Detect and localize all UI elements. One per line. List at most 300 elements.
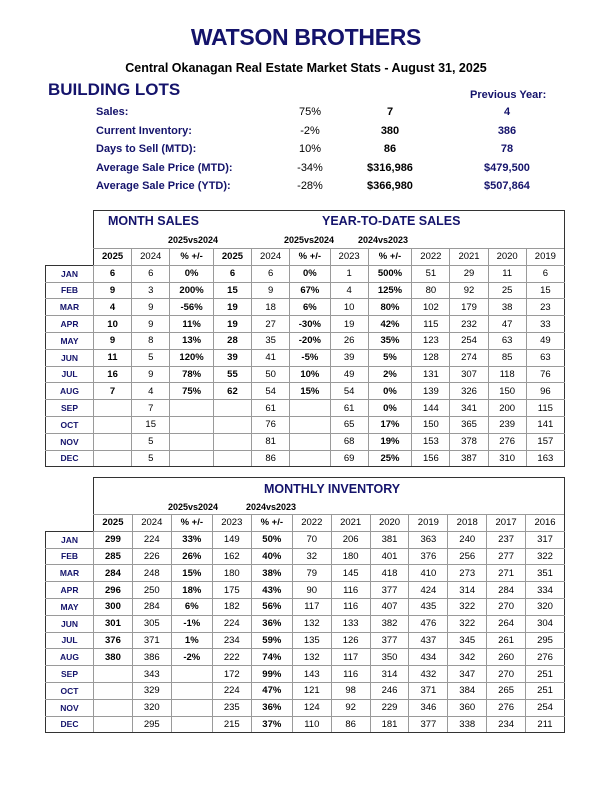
table-cell: 9 (94, 332, 132, 349)
column-header: 2024 (252, 249, 290, 266)
table-cell: 6 (132, 265, 170, 282)
table-cell: 284 (94, 565, 133, 582)
column-header: 2022 (412, 249, 450, 266)
month-label: SEP (46, 666, 94, 683)
table-cell: 11% (170, 316, 214, 333)
table-cell: 15 (526, 282, 564, 299)
table-row (46, 649, 565, 666)
table-cell: 162 (212, 548, 251, 565)
table-cell: 54 (330, 383, 368, 400)
month-label: JUL (46, 366, 94, 383)
summary-previous-value: 4 (503, 106, 511, 118)
table-cell: 215 (212, 716, 251, 733)
table-row (46, 400, 565, 417)
month-label: AUG (46, 649, 94, 666)
table-cell: 5% (368, 349, 412, 366)
table-cell: 4 (132, 383, 170, 400)
summary-current-value: 7 (386, 106, 394, 118)
month-label: MAY (46, 332, 94, 349)
column-header: 2019 (409, 515, 448, 532)
table-cell: 124 (292, 699, 331, 716)
table-cell: 182 (212, 598, 251, 615)
month-label: SEP (46, 400, 94, 417)
table-cell: 254 (450, 332, 488, 349)
column-header: 2017 (487, 515, 526, 532)
table-cell: 13% (170, 332, 214, 349)
table-cell: 117 (292, 598, 331, 615)
table-cell: 76 (526, 366, 564, 383)
inventory-title: MONTHLY INVENTORY (264, 482, 401, 496)
table-cell: 55 (213, 366, 251, 383)
table-cell: 500% (368, 265, 412, 282)
table-cell (213, 400, 251, 417)
table-cell: 322 (448, 615, 487, 632)
table-cell (94, 716, 133, 733)
table-cell: 229 (370, 699, 409, 716)
table-cell: 8 (132, 332, 170, 349)
table-cell: 386 (132, 649, 171, 666)
table-cell: 135 (292, 632, 331, 649)
summary-previous-value: $507,864 (484, 180, 530, 192)
table-cell: 270 (487, 666, 526, 683)
ytd-sales-title: YEAR-TO-DATE SALES (322, 214, 461, 228)
table-row (46, 716, 565, 733)
table-cell: 256 (448, 548, 487, 565)
table-cell: 65 (330, 416, 368, 433)
inventory-subheader-2: 2024vs2023 (246, 502, 297, 512)
table-cell: 276 (487, 699, 526, 716)
table-cell: 172 (212, 666, 251, 683)
table-cell: 81 (252, 433, 290, 450)
table-cell: 149 (212, 531, 251, 548)
table-row (46, 699, 565, 716)
table-cell: 320 (526, 598, 565, 615)
table-cell: 63 (488, 332, 526, 349)
table-cell: 70 (292, 531, 331, 548)
table-cell: -2% (171, 649, 212, 666)
table-row (46, 433, 565, 450)
summary-current-value: 86 (383, 143, 397, 155)
table-cell: -56% (170, 299, 214, 316)
table-row (46, 598, 565, 615)
table-cell: 180 (212, 565, 251, 582)
table-cell: 19 (330, 316, 368, 333)
table-row (46, 582, 565, 599)
table-cell (94, 666, 133, 683)
table-cell: 6% (171, 598, 212, 615)
table-cell: 384 (448, 682, 487, 699)
table-row (46, 666, 565, 683)
table-cell: 350 (370, 649, 409, 666)
table-cell: 407 (370, 598, 409, 615)
table-cell: 69 (330, 450, 368, 467)
table-cell: 371 (409, 682, 448, 699)
table-row (46, 282, 565, 299)
table-cell: 0% (368, 400, 412, 417)
table-cell: 157 (526, 433, 564, 450)
table-cell: 116 (331, 666, 370, 683)
summary-current-value: $366,980 (367, 180, 413, 192)
table-cell: 273 (448, 565, 487, 582)
table-cell: 126 (331, 632, 370, 649)
month-label: JUL (46, 632, 94, 649)
table-cell: 10 (330, 299, 368, 316)
table-cell: 232 (450, 316, 488, 333)
previous-year-label: Previous Year: (470, 89, 547, 101)
column-header: 2020 (370, 515, 409, 532)
month-label: FEB (46, 282, 94, 299)
table-cell: 131 (412, 366, 450, 383)
table-cell: 26% (171, 548, 212, 565)
table-cell: 363 (409, 531, 448, 548)
page-title: WATSON BROTHERS (190, 24, 422, 50)
table-row (46, 316, 565, 333)
month-label: MAY (46, 598, 94, 615)
table-cell: 6 (94, 265, 132, 282)
table-cell: 424 (409, 582, 448, 599)
table-cell (170, 450, 214, 467)
column-header: % +/- (368, 249, 412, 266)
table-row (46, 531, 565, 548)
table-cell: 120% (170, 349, 214, 366)
table-cell: 437 (409, 632, 448, 649)
table-cell: 346 (409, 699, 448, 716)
table-cell: 9 (252, 282, 290, 299)
table-cell: 133 (331, 615, 370, 632)
table-cell: 342 (448, 649, 487, 666)
table-cell: 51 (412, 265, 450, 282)
table-cell: 61 (330, 400, 368, 417)
table-cell: 0% (368, 383, 412, 400)
table-cell: 67% (290, 282, 330, 299)
table-cell: 128 (412, 349, 450, 366)
table-cell: 15 (213, 282, 251, 299)
table-cell: 139 (412, 383, 450, 400)
table-cell: 117 (331, 649, 370, 666)
table-cell: 150 (412, 416, 450, 433)
table-cell: 284 (487, 582, 526, 599)
table-row (46, 565, 565, 582)
table-cell: 434 (409, 649, 448, 666)
table-cell: 322 (448, 598, 487, 615)
table-cell: 254 (526, 699, 565, 716)
table-cell: 143 (292, 666, 331, 683)
table-cell: 9 (132, 316, 170, 333)
table-cell: -5% (290, 349, 330, 366)
table-cell: 33% (171, 531, 212, 548)
table-cell: 25 (488, 282, 526, 299)
table-cell: 285 (94, 548, 133, 565)
table-cell: 6% (290, 299, 330, 316)
month-label: OCT (46, 682, 94, 699)
table-cell: 63 (526, 349, 564, 366)
table-cell: 270 (487, 598, 526, 615)
table-cell: 41 (252, 349, 290, 366)
month-label: OCT (46, 416, 94, 433)
inventory-subheader-1: 2025vs2024 (168, 502, 219, 512)
table-cell: 47 (488, 316, 526, 333)
table-cell: 17% (368, 416, 412, 433)
sales-table (45, 248, 565, 467)
table-cell: 68 (330, 433, 368, 450)
table-cell: 61 (252, 400, 290, 417)
table-cell: 80% (368, 299, 412, 316)
table-cell: 314 (370, 666, 409, 683)
table-cell: 200% (170, 282, 214, 299)
table-row (46, 450, 565, 467)
table-cell: 320 (132, 699, 171, 716)
table-cell: 145 (331, 565, 370, 582)
column-header: 2020 (488, 249, 526, 266)
table-cell: 206 (331, 531, 370, 548)
table-cell: 435 (409, 598, 448, 615)
table-cell: 378 (450, 433, 488, 450)
table-cell: 376 (94, 632, 133, 649)
table-cell: 251 (526, 666, 565, 683)
table-cell (290, 433, 330, 450)
table-cell: 180 (331, 548, 370, 565)
table-cell: 16 (94, 366, 132, 383)
table-cell: 1% (171, 632, 212, 649)
table-cell: 329 (132, 682, 171, 699)
table-cell: -20% (290, 332, 330, 349)
table-cell (171, 699, 212, 716)
month-label: FEB (46, 548, 94, 565)
table-cell: 351 (526, 565, 565, 582)
table-cell: 284 (132, 598, 171, 615)
summary-label: Days to Sell (MTD): (96, 143, 197, 155)
table-cell: 377 (370, 632, 409, 649)
table-cell: 240 (448, 531, 487, 548)
table-cell: 326 (450, 383, 488, 400)
month-label: NOV (46, 699, 94, 716)
table-cell: 175 (212, 582, 251, 599)
table-cell: 0% (170, 265, 214, 282)
column-header: 2025 (94, 249, 132, 266)
table-cell (213, 416, 251, 433)
month-label: MAR (46, 299, 94, 316)
table-cell: 29 (450, 265, 488, 282)
table-cell: 381 (370, 531, 409, 548)
table-cell: 237 (487, 531, 526, 548)
month-label: APR (46, 582, 94, 599)
table-row (46, 366, 565, 383)
corner-blank (46, 249, 94, 266)
table-cell: 118 (488, 366, 526, 383)
table-cell: 322 (526, 548, 565, 565)
table-cell: 224 (212, 615, 251, 632)
table-cell: 56% (251, 598, 292, 615)
inventory-table-header (93, 477, 565, 515)
table-cell: 115 (526, 400, 564, 417)
table-cell: 49 (330, 366, 368, 383)
table-cell: 4 (94, 299, 132, 316)
column-header: 2023 (212, 515, 251, 532)
table-cell: 19% (368, 433, 412, 450)
table-cell: 317 (526, 531, 565, 548)
table-cell (170, 433, 214, 450)
summary-current-value: $316,986 (367, 161, 413, 174)
table-cell: 19 (213, 316, 251, 333)
table-cell: 102 (412, 299, 450, 316)
table-cell: 86 (331, 716, 370, 733)
table-cell: 11 (488, 265, 526, 282)
table-cell: 156 (412, 450, 450, 467)
table-cell: 6 (526, 265, 564, 282)
table-cell (170, 400, 214, 417)
table-cell (290, 416, 330, 433)
table-cell: 343 (132, 666, 171, 683)
table-cell: 163 (526, 450, 564, 467)
table-cell: 314 (448, 582, 487, 599)
table-cell: 300 (94, 598, 133, 615)
summary-label: Average Sale Price (YTD): (96, 180, 231, 192)
summary-label: Average Sale Price (MTD): (96, 161, 233, 174)
table-cell: 86 (252, 450, 290, 467)
table-row (46, 548, 565, 565)
table-cell: 251 (526, 682, 565, 699)
table-cell: 132 (292, 615, 331, 632)
table-cell: 26 (330, 332, 368, 349)
section-heading: BUILDING LOTS (48, 80, 181, 99)
table-cell: 334 (526, 582, 565, 599)
table-cell: 153 (412, 433, 450, 450)
month-label: DEC (46, 450, 94, 467)
table-cell: 38 (488, 299, 526, 316)
table-cell: 226 (132, 548, 171, 565)
table-cell: 115 (412, 316, 450, 333)
table-cell: 476 (409, 615, 448, 632)
table-cell: 410 (409, 565, 448, 582)
summary-label: Sales: (96, 106, 129, 118)
table-cell: 345 (448, 632, 487, 649)
summary-pct-change: 75% (298, 106, 322, 118)
table-cell: 2% (368, 366, 412, 383)
table-cell: 27 (252, 316, 290, 333)
table-cell (94, 682, 133, 699)
summary-row (0, 125, 612, 143)
table-cell: 5 (132, 450, 170, 467)
table-cell: 277 (487, 548, 526, 565)
summary-current-value: 380 (380, 124, 400, 137)
table-cell: 310 (488, 450, 526, 467)
table-cell: 387 (450, 450, 488, 467)
table-cell: 116 (331, 582, 370, 599)
column-header: 2024 (132, 249, 170, 266)
column-header: 2024 (132, 515, 171, 532)
table-cell: 365 (450, 416, 488, 433)
table-cell (171, 716, 212, 733)
table-cell: 376 (409, 548, 448, 565)
table-cell: 382 (370, 615, 409, 632)
table-cell (171, 682, 212, 699)
month-label: DEC (46, 716, 94, 733)
table-cell: 7 (94, 383, 132, 400)
table-cell: 1 (330, 265, 368, 282)
table-cell: 76 (252, 416, 290, 433)
table-row (46, 632, 565, 649)
summary-previous-value: 78 (500, 143, 514, 155)
table-cell: 75% (170, 383, 214, 400)
month-label: AUG (46, 383, 94, 400)
table-cell: 276 (526, 649, 565, 666)
table-cell: 250 (132, 582, 171, 599)
table-cell: 110 (292, 716, 331, 733)
column-header: 2025 (213, 249, 251, 266)
table-cell: 265 (487, 682, 526, 699)
table-cell: 4 (330, 282, 368, 299)
summary-pct-change: -2% (300, 124, 320, 137)
inventory-table (45, 514, 565, 733)
table-cell: 85 (488, 349, 526, 366)
table-cell: 35% (368, 332, 412, 349)
summary-row (0, 106, 612, 124)
table-cell: -1% (171, 615, 212, 632)
table-cell: 338 (448, 716, 487, 733)
table-cell: 234 (212, 632, 251, 649)
table-cell: 307 (450, 366, 488, 383)
table-cell: 248 (132, 565, 171, 582)
table-cell: 271 (487, 565, 526, 582)
table-cell: 25% (368, 450, 412, 467)
table-cell: 92 (450, 282, 488, 299)
table-cell (213, 450, 251, 467)
table-cell: 40% (251, 548, 292, 565)
corner-blank (46, 515, 94, 532)
column-header: 2021 (331, 515, 370, 532)
table-cell: 19 (213, 299, 251, 316)
table-cell: 62 (213, 383, 251, 400)
table-cell (213, 433, 251, 450)
table-cell (94, 450, 132, 467)
table-cell: 18% (171, 582, 212, 599)
table-cell: 276 (488, 433, 526, 450)
table-cell: 39 (330, 349, 368, 366)
summary-previous-value: 386 (497, 124, 517, 137)
month-label: JAN (46, 265, 94, 282)
summary-row (0, 143, 612, 161)
table-row (46, 349, 565, 366)
table-cell: 125% (368, 282, 412, 299)
table-cell (94, 433, 132, 450)
table-cell: 37% (251, 716, 292, 733)
table-cell: 50 (252, 366, 290, 383)
month-sales-subheader: 2025vs2024 (168, 235, 219, 245)
table-cell: 144 (412, 400, 450, 417)
table-cell: 304 (526, 615, 565, 632)
table-cell: 35 (252, 332, 290, 349)
table-cell: 235 (212, 699, 251, 716)
column-header: % +/- (170, 249, 214, 266)
table-cell: 141 (526, 416, 564, 433)
table-cell: 47% (251, 682, 292, 699)
table-cell: 90 (292, 582, 331, 599)
table-cell: 74% (251, 649, 292, 666)
table-cell: 5 (132, 433, 170, 450)
column-header: 2018 (448, 515, 487, 532)
summary-pct-change: 10% (298, 143, 322, 155)
table-cell (94, 416, 132, 433)
table-row (46, 416, 565, 433)
table-cell (290, 400, 330, 417)
table-cell: 380 (94, 649, 133, 666)
table-cell: 80 (412, 282, 450, 299)
table-row (46, 682, 565, 699)
column-header: 2025 (94, 515, 133, 532)
month-label: JUN (46, 349, 94, 366)
table-cell: 28 (213, 332, 251, 349)
table-cell: 301 (94, 615, 133, 632)
